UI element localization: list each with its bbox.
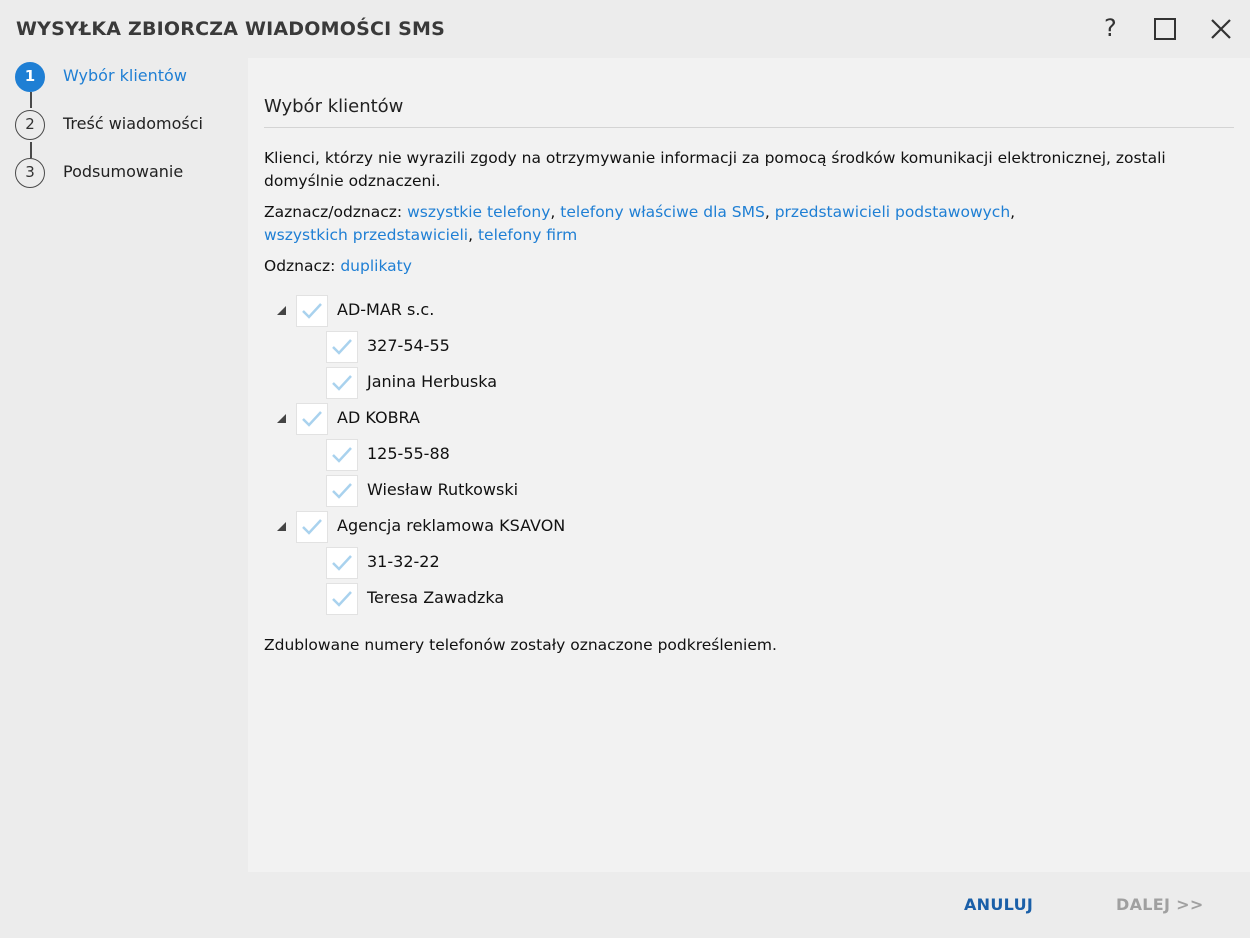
maximize-icon (1150, 14, 1180, 44)
check-icon (297, 512, 327, 542)
link-company-phones[interactable]: telefony firm (477, 226, 578, 244)
check-icon (327, 368, 357, 398)
step-number-badge: 1 (15, 62, 45, 92)
check-icon (297, 296, 327, 326)
check-icon (297, 404, 327, 434)
checkbox[interactable] (326, 547, 358, 579)
checkbox[interactable] (296, 511, 328, 543)
representative-name: Wiesław Rutkowski (367, 480, 519, 499)
check-icon (327, 548, 357, 578)
phone-number: 125-55-88 (367, 444, 450, 463)
step-label: Treść wiadomości (63, 114, 203, 133)
help-button[interactable] (1098, 14, 1128, 44)
maximize-button[interactable] (1150, 14, 1180, 44)
step-label: Wybór klientów (63, 66, 187, 85)
next-button[interactable]: DALEJ >> (1116, 895, 1204, 914)
link-all-phones[interactable]: wszystkie telefony (407, 203, 551, 221)
content-panel (248, 58, 1250, 872)
representative-name: Teresa Zawadzka (367, 588, 505, 607)
select-prefix: Zaznacz/odznacz: (264, 203, 403, 221)
checkbox[interactable] (326, 475, 358, 507)
cancel-button[interactable]: ANULUJ (964, 895, 1034, 914)
window-title: WYSYŁKA ZBIORCZA WIADOMOŚCI SMS (16, 18, 446, 40)
check-icon (327, 476, 357, 506)
link-all-representatives[interactable]: wszystkich przedstawicieli (264, 226, 469, 244)
help-icon: ? (1104, 14, 1117, 42)
checkbox[interactable] (296, 295, 328, 327)
link-primary-representatives[interactable]: przedstawicieli podstawowych (774, 203, 1011, 221)
representative-name: Janina Herbuska (367, 372, 498, 391)
title-bar (0, 0, 1250, 58)
close-icon (1206, 14, 1236, 44)
company-name: AD KOBRA (337, 408, 420, 427)
checkbox[interactable] (296, 403, 328, 435)
link-duplicates[interactable]: duplikaty (340, 257, 412, 275)
checkbox[interactable] (326, 367, 358, 399)
link-sms-phones[interactable]: telefony właściwe dla SMS (560, 203, 765, 221)
company-name: Agencja reklamowa KSAVON (337, 516, 566, 535)
step-connector (30, 142, 32, 158)
step-label: Podsumowanie (63, 162, 184, 181)
phone-number: 327-54-55 (367, 336, 450, 355)
checkbox[interactable] (326, 583, 358, 615)
section-title: Wybór klientów (264, 96, 404, 117)
footer (0, 872, 1250, 938)
step-message-content[interactable] (15, 110, 245, 144)
phone-number: 31-32-22 (367, 552, 440, 571)
check-icon (327, 584, 357, 614)
deselect-row (264, 255, 412, 278)
duplicates-note: Zdublowane numery telefonów zostały oznaczone podkreśleniem. (264, 636, 777, 654)
deselect-prefix: Odznacz: (264, 257, 336, 275)
section-divider (264, 127, 1234, 128)
step-number-badge: 2 (15, 110, 45, 140)
step-client-selection[interactable] (15, 62, 245, 96)
checkbox[interactable] (326, 439, 358, 471)
check-icon (327, 332, 357, 362)
check-icon (327, 440, 357, 470)
checkbox[interactable] (326, 331, 358, 363)
company-name: AD-MAR s.c. (337, 300, 435, 319)
step-summary[interactable] (15, 158, 245, 192)
step-number-badge: 3 (15, 158, 45, 188)
select-toggle-row: Zaznacz/odznacz: wszystkie telefony, telefony właściwe dla SMS, przedstawicieli podstawowych, wszystkich przedstawicieli, telefony firm (264, 203, 1016, 244)
close-button[interactable] (1206, 14, 1236, 44)
consent-info-text: Klienci, którzy nie wyrazili zgody na otrzymywanie informacji za pomocą środków komunikacji elektronicznej, zostali domyślnie odznaczeni. (264, 149, 1166, 190)
